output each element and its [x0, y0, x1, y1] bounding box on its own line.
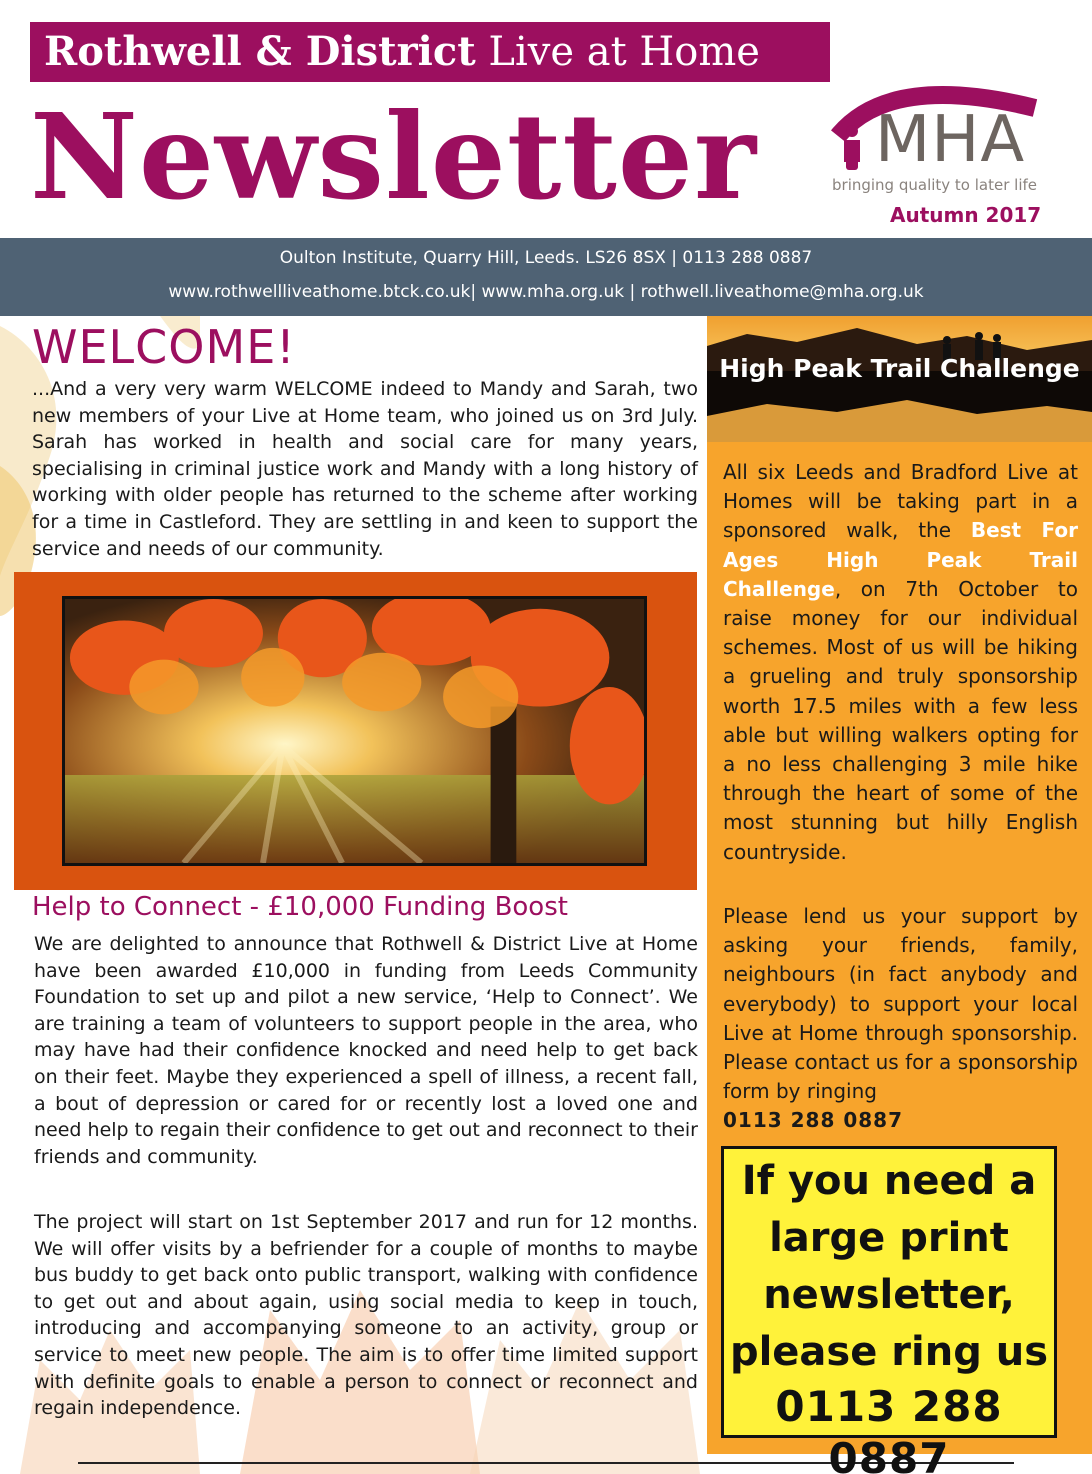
- high-peak-heading: High Peak Trail Challenge: [719, 354, 1080, 383]
- welcome-text: ...And a very very warm WELCOME indeed to Mandy and Sarah, two new members of your Live at Home team, who joined us on 3rd July. Sarah has worked in health and social care for many years, specialising in criminal justice work and Mandy with a long history of working with older people has returned to the scheme after working for a time in Castleford. They are settling in and keen to support the service and needs of our community.: [32, 378, 698, 560]
- autumn-photo-frame: [14, 572, 697, 890]
- high-peak-paragraph-2: [723, 902, 1078, 1136]
- help-to-connect-heading: Help to Connect - £10,000 Funding Boost: [32, 892, 568, 922]
- org-name: Rothwell & District: [44, 28, 476, 75]
- large-print-notice: [721, 1146, 1057, 1474]
- page-title: Newsletter: [30, 87, 758, 226]
- high-peak-intro: All six Leeds and Bradford Live at Homes will be taking part in a sponsored walk, the: [723, 460, 1078, 543]
- address-line: Oulton Institute, Quarry Hill, Leeds. LS26 8SX | 0113 288 0887: [279, 248, 813, 268]
- high-peak-sidebar: [707, 316, 1092, 1474]
- org-subtitle: Live at Home: [488, 29, 760, 75]
- high-peak-details: , on 7th October to raise money for our individual schemes. Most of us will be hiking a grueling and truly sponsorship worth 17.5 miles with a few less able but willing walkers opting for a no less challenging 3 mile hike through the heart of some of the most stunning but hilly English countryside.: [723, 576, 1078, 864]
- autumn-leaves-photo: [62, 596, 647, 866]
- large-print-message: If you need a large print newsletter, please ring us: [729, 1158, 1049, 1375]
- help-to-connect-paragraph-1: We are delighted to announce that Rothwell & District Live at Home have been awarded £10,000 in funding from Leeds Community Foundation to set up and pilot a new service, ‘Help to Connect’. We are training a team of volunteers to support people in the area, who may have had their confidence knocked and need help to get back on their feet. Maybe they experienced a spell of illness, a recent fall, a bout of depression or cared for or recently lost a loved one and need help to regain their confidence to get out and reconnect to their friends and community.: [34, 933, 698, 1168]
- sponsorship-phone: 0113 288 0887: [723, 1108, 904, 1133]
- masthead-banner: [30, 22, 830, 82]
- web-links-line: www.rothwellliveathome.btck.co.uk| www.mha.org.uk | rothwell.liveathome@mha.org.uk: [168, 282, 924, 302]
- high-peak-paragraph-1: [723, 458, 1078, 867]
- logo-wordmark: MHA: [875, 103, 1026, 177]
- issue-date: Autumn 2017: [890, 203, 1042, 227]
- welcome-heading: WELCOME!: [32, 320, 296, 374]
- sponsorship-appeal: Please lend us your support by asking your friends, family, neighbours (in fact anybody and everybody) to support your local Live at Home through sponsorship. Please contact us for a sponsorship form by ringing: [723, 904, 1078, 1104]
- help-to-connect-paragraph-2: The project will start on 1st September 2017 and run for 12 months. We will offer visits by a befriender for a couple of months to maybe bus buddy to get back onto public transport, walking with confidence to get out and about again, using social media to keep in touch, introducing and accompanying someone to an activity, group or service to meet new people. The aim is to offer time limited support with definite goals to enable a person to connect or reconnect and regain independence.: [34, 1211, 698, 1420]
- large-print-phone: 0113 288 0887: [775, 1382, 1003, 1474]
- logo-tagline: bringing quality to later life: [832, 176, 1038, 194]
- challenge-name: Best For Ages High Peak Trail Challenge: [723, 518, 1078, 601]
- contact-band: [0, 238, 1092, 316]
